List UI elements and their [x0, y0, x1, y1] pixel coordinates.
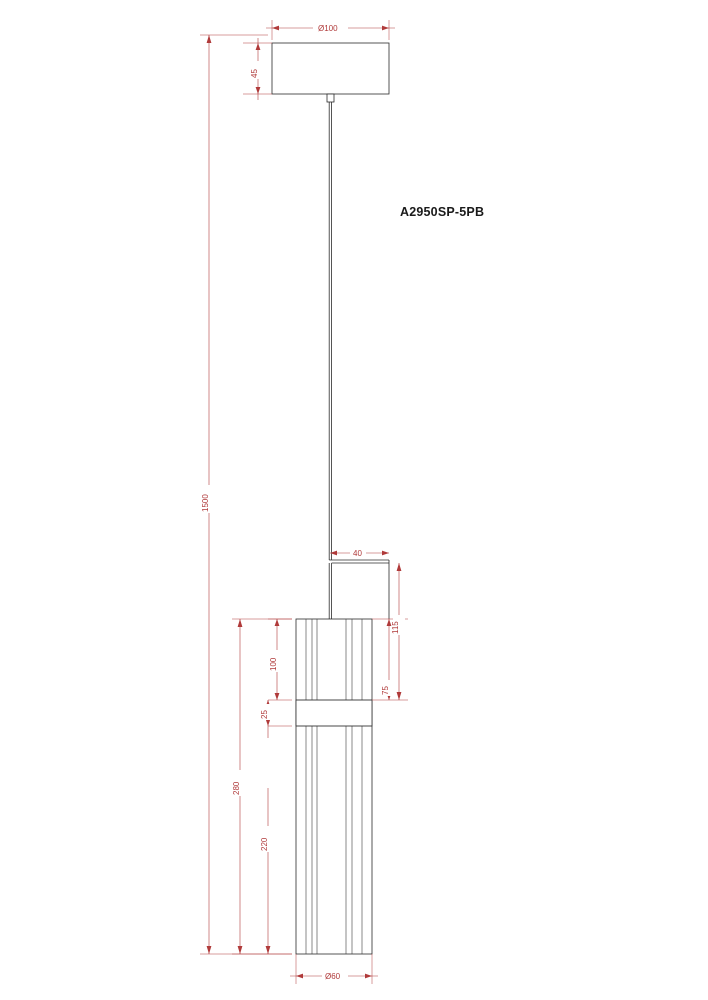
arrow-body-width-right [365, 974, 372, 979]
arrow-overall-bottom [207, 946, 212, 954]
arrow-body-total-top [238, 619, 243, 627]
dimension-cable-offset [330, 547, 389, 558]
body-middle-band [296, 700, 372, 726]
dimension-label-cable-offset: 40 [353, 549, 362, 558]
dimension-canopy-diameter [266, 20, 395, 40]
arrow-shade-upper-bottom [397, 692, 402, 700]
arrow-shade-upper-top [397, 563, 402, 571]
arrow-offset-left [330, 551, 337, 556]
dimension-label-body-total: 280 [232, 781, 241, 795]
arrow-offset-right [382, 551, 389, 556]
dimension-overall-height [200, 35, 292, 954]
dimension-label-body-upper: 100 [269, 657, 278, 671]
dimension-label-shade-upper: 115 [391, 621, 400, 634]
arrow-overall-top [207, 35, 212, 43]
arrow-body-width-left [296, 974, 303, 979]
dimension-label-shade-inner: 75 [381, 686, 390, 695]
dimension-label-overall-height: 1500 [201, 494, 210, 512]
dimension-body-band [260, 700, 292, 738]
dimension-body-width [290, 954, 378, 984]
canopy-body [272, 43, 389, 94]
lamp-body-group [296, 619, 372, 954]
arrow-body-lower-bottom [266, 946, 271, 954]
product-code-label: A2950SP-5PB [400, 205, 485, 219]
arrow-body-total-bottom [238, 946, 243, 954]
arrow-canopy-h-top [256, 43, 261, 50]
body-outer-tube [296, 619, 372, 954]
arrow-body-upper-bottom [275, 693, 280, 700]
dimension-canopy-height [243, 38, 272, 100]
dimension-label-canopy-diameter: Ø100 [318, 24, 338, 33]
arrow-canopy-right [382, 26, 389, 31]
canopy-stem [327, 94, 334, 102]
dimension-label-canopy-height: 45 [250, 69, 259, 78]
canopy-group [272, 43, 389, 102]
dimension-body-lower [260, 788, 274, 954]
dimension-label-body-width: Ø60 [325, 972, 341, 981]
dimension-shade-upper [372, 563, 408, 700]
dimension-body-upper [268, 619, 292, 700]
suspension-cable-group [326, 102, 389, 700]
arrow-body-upper-top [275, 619, 280, 626]
dimension-label-body-band: 25 [260, 710, 269, 719]
dimension-label-body-lower: 220 [260, 837, 269, 851]
arrow-canopy-h-bottom [256, 87, 261, 94]
arrow-band-bottom [266, 719, 271, 726]
arrow-canopy-left [272, 26, 279, 31]
